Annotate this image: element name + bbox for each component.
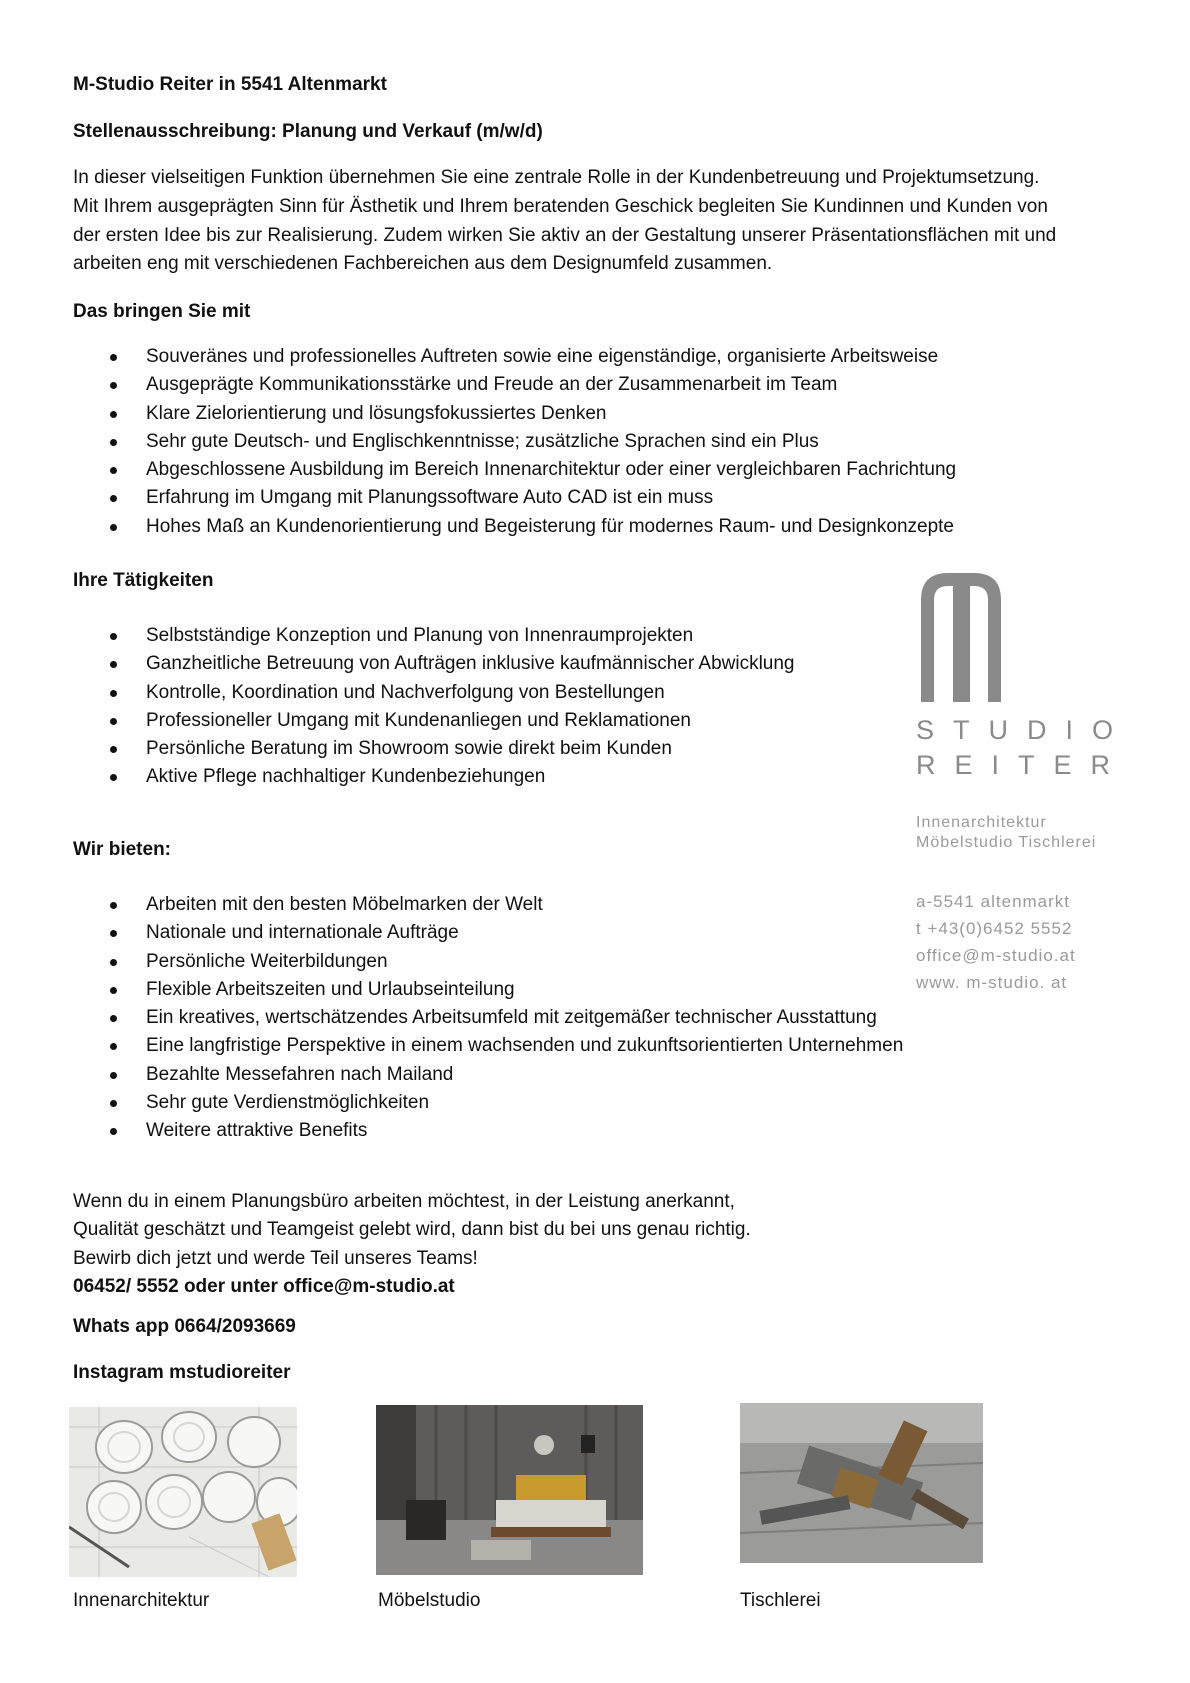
requirements-heading: Das bringen Sie mit bbox=[73, 301, 251, 322]
requirements-list bbox=[73, 343, 956, 541]
intro-paragraph bbox=[73, 164, 1123, 279]
list-item: Hohes Maß an Kundenorientierung und Begeisterung für modernes Raum- und Designkonzepte bbox=[73, 513, 956, 541]
intro-line: der ersten Idee bis zur Realisierung. Zudem wirken Sie aktiv an der Gestaltung unserer Präsentationsflächen mit und bbox=[73, 224, 1057, 246]
photo-carpentry-tools bbox=[740, 1403, 983, 1563]
list-item: Erfahrung im Umgang mit Planungssoftware Auto CAD ist ein muss bbox=[73, 484, 956, 512]
list-item: Persönliche Weiterbildungen bbox=[73, 948, 903, 976]
list-item: Eine langfristige Perspektive in einem wachsenden und zukunftsorientierten Unternehmen bbox=[73, 1032, 903, 1060]
list-item: Ganzheitliche Betreuung von Aufträgen inklusive kaufmännischer Abwicklung bbox=[73, 650, 795, 678]
contact-phone-email: 06452/ 5552 oder unter office@m-studio.at bbox=[73, 1275, 455, 1297]
list-item: Ausgeprägte Kommunikationsstärke und Freude an der Zusammenarbeit im Team bbox=[73, 371, 956, 399]
photo-bedroom bbox=[376, 1405, 643, 1575]
logo-phone: t +43(0)6452 5552 bbox=[916, 919, 1073, 938]
photo-caption-moebelstudio: Möbelstudio bbox=[378, 1590, 481, 1611]
photo-caption-tischlerei: Tischlerei bbox=[740, 1590, 821, 1611]
logo-email: office@m-studio.at bbox=[916, 946, 1076, 965]
logo-subline: Möbelstudio Tischlerei bbox=[916, 834, 1097, 851]
whatsapp-contact: Whats app 0664/2093669 bbox=[73, 1316, 296, 1337]
photo-blueprints bbox=[69, 1407, 297, 1577]
list-item: Weitere attraktive Benefits bbox=[73, 1117, 903, 1145]
m-logo-icon bbox=[916, 570, 1006, 702]
list-item: Arbeiten mit den besten Möbelmarken der Welt bbox=[73, 891, 903, 919]
list-item: Sehr gute Verdienstmöglichkeiten bbox=[73, 1089, 903, 1117]
logo-website: www. m-studio. at bbox=[916, 973, 1068, 992]
list-item: Bezahlte Messefahren nach Mailand bbox=[73, 1061, 903, 1089]
intro-line: Mit Ihrem ausgeprägten Sinn für Ästhetik und Ihrem beratenden Geschick begleiten Sie Kundinnen und Kunden von bbox=[73, 195, 1048, 217]
list-item: Kontrolle, Koordination und Nachverfolgung von Bestellungen bbox=[73, 679, 795, 707]
offer-heading: Wir bieten: bbox=[73, 839, 171, 860]
logo-address: a-5541 altenmarkt bbox=[916, 892, 1071, 911]
tasks-heading: Ihre Tätigkeiten bbox=[73, 570, 214, 591]
logo-word-reiter: REITER bbox=[916, 750, 1130, 780]
intro-line: In dieser vielseitigen Funktion übernehmen Sie eine zentrale Rolle in der Kundenbetreuung und Projektumsetzung. bbox=[73, 167, 1040, 188]
list-item: Selbstständige Konzeption und Planung von Innenraumprojekten bbox=[73, 622, 795, 650]
logo-contact bbox=[916, 888, 1076, 996]
list-item: Nationale und internationale Aufträge bbox=[73, 919, 903, 947]
closing-line: Bewirb dich jetzt und werde Teil unseres Teams! bbox=[73, 1247, 478, 1269]
list-item: Aktive Pflege nachhaltiger Kundenbeziehungen bbox=[73, 763, 795, 791]
logo-word-studio: STUDIO bbox=[916, 715, 1133, 745]
instagram-contact: Instagram mstudioreiter bbox=[73, 1362, 291, 1383]
list-item: Ein kreatives, wertschätzendes Arbeitsumfeld mit zeitgemäßer technischer Ausstattung bbox=[73, 1004, 903, 1032]
logo-subline: Innenarchitektur bbox=[916, 814, 1047, 831]
list-item: Persönliche Beratung im Showroom sowie direkt beim Kunden bbox=[73, 735, 795, 763]
closing-line: Wenn du in einem Planungsbüro arbeiten möchtest, in der Leistung anerkannt, bbox=[73, 1191, 735, 1212]
job-title: Stellenausschreibung: Planung und Verkauf (m/w/d) bbox=[73, 121, 543, 142]
list-item: Klare Zielorientierung und lösungsfokussiertes Denken bbox=[73, 400, 956, 428]
list-item: Abgeschlossene Ausbildung im Bereich Innenarchitektur oder einer vergleichbaren Fachrichtung bbox=[73, 456, 956, 484]
offer-list bbox=[73, 891, 903, 1146]
list-item: Souveränes und professionelles Auftreten sowie eine eigenständige, organisierte Arbeitsweise bbox=[73, 343, 956, 371]
closing-line: Qualität geschätzt und Teamgeist gelebt wird, dann bist du bei uns genau richtig. bbox=[73, 1219, 751, 1241]
list-item: Professioneller Umgang mit Kundenanliegen und Reklamationen bbox=[73, 707, 795, 735]
tasks-list bbox=[73, 622, 795, 792]
document-title: M-Studio Reiter in 5541 Altenmarkt bbox=[73, 74, 387, 95]
photo-caption-innenarchitektur: Innenarchitektur bbox=[73, 1590, 210, 1611]
list-item: Sehr gute Deutsch- und Englischkenntnisse; zusätzliche Sprachen sind ein Plus bbox=[73, 428, 956, 456]
list-item: Flexible Arbeitszeiten und Urlaubseinteilung bbox=[73, 976, 903, 1004]
intro-line: arbeiten eng mit verschiedenen Fachbereichen aus dem Designumfeld zusammen. bbox=[73, 253, 773, 275]
closing-paragraph bbox=[73, 1188, 751, 1301]
studio-logo bbox=[916, 570, 1133, 992]
